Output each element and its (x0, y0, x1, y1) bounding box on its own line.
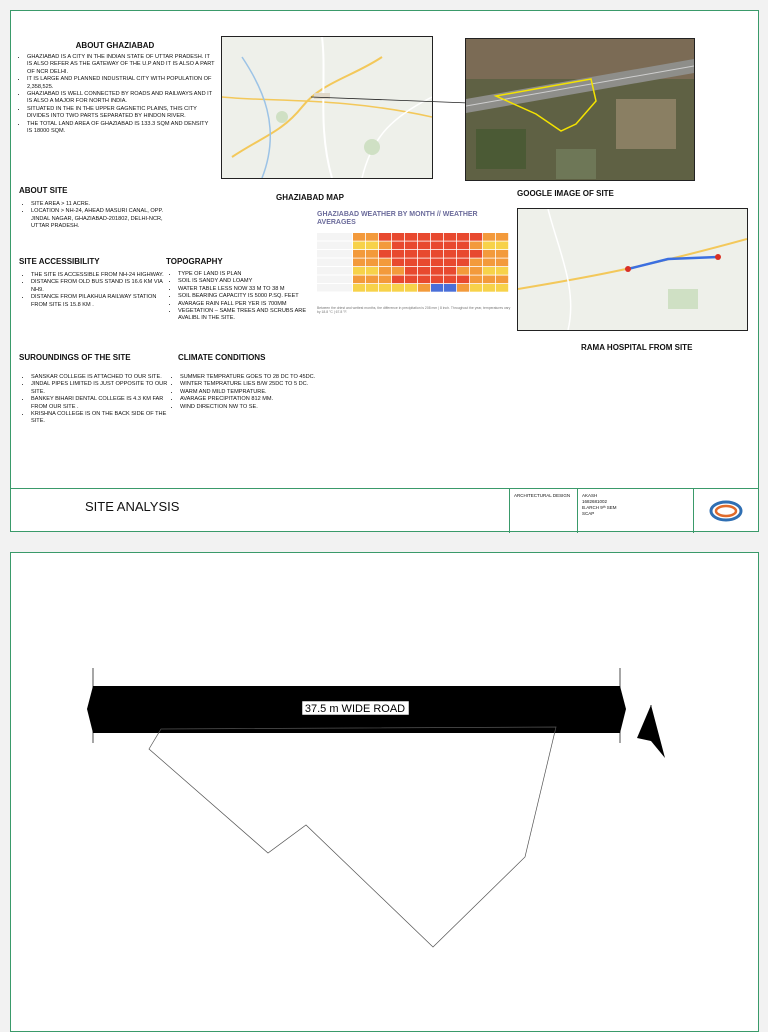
title-block (11, 488, 758, 533)
weather-cell (392, 284, 404, 292)
weather-cell (418, 259, 430, 267)
weather-cell (444, 250, 456, 258)
subject-label: ARCHITECTURAL DESIGN (514, 493, 571, 498)
list-item: • SITUATED IN THE IN THE UPPER GAGNETIC PLAINS, THIS CITY DIVIDES INTO TWO PARTS SEPARATED BY HINDON RIVER. (27, 106, 215, 121)
list-item: • SITE AREA > 11 ACRE. (31, 201, 179, 208)
weather-cell (431, 267, 443, 275)
connector-line (311, 81, 471, 111)
weather-cell (392, 259, 404, 267)
weather-cell (353, 276, 365, 284)
college-logo-icon (694, 489, 759, 533)
list-item: • WIND DIRECTION NW TO SE. (180, 404, 318, 411)
list-item: • AVARAGE RAIN FALL PER YER IS 700MM (178, 301, 316, 308)
list-item: • GHAZIABAD IS A CITY IN THE INDIAN STATE OF UTTAR PRADESH. IT IS ALSO REFER AS THE GATEWAY OF THE U.P AND IT IS ALSO A PART OF NCR DELHI. (27, 54, 215, 76)
weather-cell (405, 276, 417, 284)
weather-cell (379, 242, 391, 250)
weather-cell (405, 284, 417, 292)
google-image-caption: GOOGLE IMAGE OF SITE (517, 189, 614, 198)
weather-cell (483, 259, 495, 267)
weather-cell (392, 267, 404, 275)
weather-cell (470, 233, 482, 241)
weather-cell (496, 250, 508, 258)
list-item: • SOIL BEARING CAPACITY IS 5000 P.SQ. FEET (178, 293, 316, 300)
weather-cell (444, 276, 456, 284)
student-info (578, 489, 693, 521)
weather-cell (483, 276, 495, 284)
weather-cell (470, 284, 482, 292)
about-ghaziabad-section (15, 41, 215, 135)
list-item: • THE SITE IS ACCESSIBLE FROM NH-24 HIGHWAY. (31, 272, 169, 279)
weather-cell (418, 250, 430, 258)
weather-cell (353, 259, 365, 267)
weather-cell (353, 250, 365, 258)
aerial-illustration (466, 39, 694, 180)
weather-row-label-cell (317, 276, 352, 284)
surroundings-title: SUROUNDINGS OF THE SITE (19, 353, 131, 362)
weather-row-label-cell (317, 250, 352, 258)
college: SCAP (582, 511, 595, 516)
weather-cell (470, 259, 482, 267)
weather-cell (405, 250, 417, 258)
list-item: • LOCATION > NH-24, AHEAD MASURI CANAL, OPP. JINDAL NAGAR, GHAZIABAD-201802, DELHI-NCR, UTTAR PRADESH. (31, 208, 179, 230)
list-item: • SANSKAR COLLEGE IS ATTACHED TO OUR SITE. (31, 374, 169, 381)
weather-cell (418, 276, 430, 284)
student-info-cell (577, 489, 693, 533)
weather-cell (444, 233, 456, 241)
weather-cell (379, 276, 391, 284)
weather-cell (392, 276, 404, 284)
list-item: • WARM AND MILD TEMPRATURE. (180, 389, 318, 396)
weather-cell (470, 276, 482, 284)
weather-cell (457, 250, 469, 258)
site-analysis-sheet (10, 10, 759, 532)
weather-cell (366, 276, 378, 284)
weather-cell (470, 267, 482, 275)
subject-cell (509, 489, 577, 533)
weather-row-label-cell (317, 259, 352, 267)
weather-cell (366, 267, 378, 275)
weather-cell (483, 250, 495, 258)
roll-number: 1682681002 (582, 499, 608, 504)
weather-cell (418, 284, 430, 292)
weather-cell (457, 259, 469, 267)
list-item: • AVARAGE PRECIPITATION 812 MM. (180, 396, 318, 403)
weather-cell (379, 233, 391, 241)
weather-cell (431, 233, 443, 241)
list-item: • BANKEY BIHARI DENTAL COLLEGE IS 4.3 KM FAR FROM OUR SITE . (31, 396, 169, 411)
weather-cell (366, 242, 378, 250)
weather-cell (496, 259, 508, 267)
site-plan-sheet (10, 552, 759, 1032)
climate-title: CLIMATE CONDITIONS (178, 353, 266, 362)
surroundings-list (19, 374, 169, 426)
weather-cell (496, 233, 508, 241)
weather-cell (496, 284, 508, 292)
list-item: • GHAZIABAD IS WELL CONNECTED BY ROADS AND RAILWAYS AND IT IS ALSO A MAJOR FOR NORTH INDIA. (27, 91, 215, 106)
student-name: AKASH (582, 493, 598, 498)
hospital-caption: RAMA HOSPITAL FROM SITE (581, 343, 693, 352)
list-item: • SOIL IS SANDY AND LOAMY (178, 278, 316, 285)
weather-cell (405, 242, 417, 250)
google-aerial-image (465, 38, 695, 181)
weather-cell (379, 259, 391, 267)
weather-note: Between the driest and wettest months, the difference in precipitation is 208 mm | 8 inch. Throughout the year, temperatures vary by 18.8 °C | 67.8 °F. (317, 306, 511, 315)
weather-cell (405, 267, 417, 275)
weather-cell (457, 267, 469, 275)
weather-section (317, 211, 512, 315)
weather-cell (444, 284, 456, 292)
list-item: • SUMMER TEMPRATURE GOES TO 28 DC TO 45DC. (180, 374, 318, 381)
weather-row-label-cell (317, 267, 352, 275)
weather-row-label-cell (317, 242, 352, 250)
weather-cell (418, 233, 430, 241)
list-item: • IT IS LARGE AND PLANNED INDUSTRIAL CITY WITH POPULATION OF 2,358,525. (27, 76, 215, 91)
list-item: • DISTANCE FROM OLD BUS STAND IS 16.6 KM VIA NH9. (31, 279, 169, 294)
list-item: • THE TOTAL LAND AREA OF GHAZIABAD IS 133.3 SQM AND DENSITY IS 18000 SQM. (27, 121, 215, 136)
weather-cell (470, 242, 482, 250)
weather-cell (444, 267, 456, 275)
weather-row-label-cell (317, 233, 352, 241)
weather-cell (483, 233, 495, 241)
climate-section (168, 353, 318, 411)
weather-cell (431, 259, 443, 267)
site-accessibility-title: SITE ACCESSIBILITY (19, 257, 100, 266)
weather-cell (366, 233, 378, 241)
road-label: 37.5 m WIDE ROAD (304, 703, 406, 715)
route-map-illustration (518, 209, 747, 330)
list-item: • WATER TABLE LESS NOW 33 M TO 38 M (178, 286, 316, 293)
about-site-section (19, 186, 179, 231)
topography-section (166, 257, 316, 323)
weather-cell (444, 242, 456, 250)
weather-cell (366, 259, 378, 267)
topography-list (166, 271, 316, 323)
weather-cell (405, 259, 417, 267)
weather-cell (457, 242, 469, 250)
weather-table (317, 229, 512, 299)
weather-cell (457, 276, 469, 284)
weather-cell (366, 250, 378, 258)
weather-cell (496, 267, 508, 275)
north-arrow-icon (637, 705, 665, 758)
course: B.ARCH 9ᵗʰ SEM (582, 505, 617, 510)
weather-cell (483, 242, 495, 250)
rama-hospital-map-image (517, 208, 748, 331)
weather-cell (431, 250, 443, 258)
about-ghaziabad-title: ABOUT GHAZIABAD (75, 41, 155, 50)
climate-list (168, 374, 318, 411)
weather-cell (496, 276, 508, 284)
weather-cell (418, 242, 430, 250)
weather-cell (405, 233, 417, 241)
weather-cell (353, 284, 365, 292)
list-item: • KRISHNA COLLEGE IS ON THE BACK SIDE OF THE SITE. (31, 411, 169, 426)
list-item: • JINDAL PIPES LIMITED IS JUST OPPOSITE TO OUR SITE. (31, 381, 169, 396)
weather-cell (418, 267, 430, 275)
map-caption: GHAZIABAD MAP (276, 193, 344, 202)
weather-cell (353, 233, 365, 241)
logo-cell (693, 489, 758, 533)
site-boundary (149, 727, 556, 947)
weather-cell (431, 284, 443, 292)
about-site-list (19, 201, 179, 231)
weather-cell (353, 242, 365, 250)
sheet-title: SITE ANALYSIS (85, 499, 180, 514)
weather-title: GHAZIABAD WEATHER BY MONTH // WEATHER AVERAGES (317, 211, 478, 226)
weather-cell (392, 233, 404, 241)
weather-cell (392, 250, 404, 258)
site-plan-drawing (11, 553, 758, 1023)
weather-cell (431, 242, 443, 250)
weather-cell (470, 250, 482, 258)
weather-cell (457, 284, 469, 292)
list-item: • TYPE OF LAND IS PLAN (178, 271, 316, 278)
weather-row-label-cell (317, 284, 352, 292)
weather-cell (496, 242, 508, 250)
weather-cell (379, 284, 391, 292)
about-ghaziabad-list (15, 54, 215, 135)
weather-cell (457, 233, 469, 241)
weather-cell (444, 259, 456, 267)
weather-cell (431, 276, 443, 284)
site-accessibility-list (19, 272, 169, 309)
weather-cell (379, 250, 391, 258)
weather-cell (379, 267, 391, 275)
about-site-title: ABOUT SITE (19, 186, 68, 195)
weather-cell (353, 267, 365, 275)
topography-title: TOPOGRAPHY (166, 257, 223, 266)
list-item: • VEGETATION – SAME TREES AND SCRUBS ARE AVALIBL IN THE SITE. (178, 308, 316, 323)
weather-cell (483, 267, 495, 275)
surroundings-section (19, 353, 169, 426)
list-item: • DISTANCE FROM PILAKHUA RAILWAY STATION FROM SITE IS 15.8 KM . (31, 294, 169, 309)
list-item: • WINTER TEMPRATURE LIES B/W 25DC TO 5 DC. (180, 381, 318, 388)
weather-cell (366, 284, 378, 292)
weather-cell (483, 284, 495, 292)
site-accessibility-section (19, 257, 169, 309)
weather-cell (392, 242, 404, 250)
